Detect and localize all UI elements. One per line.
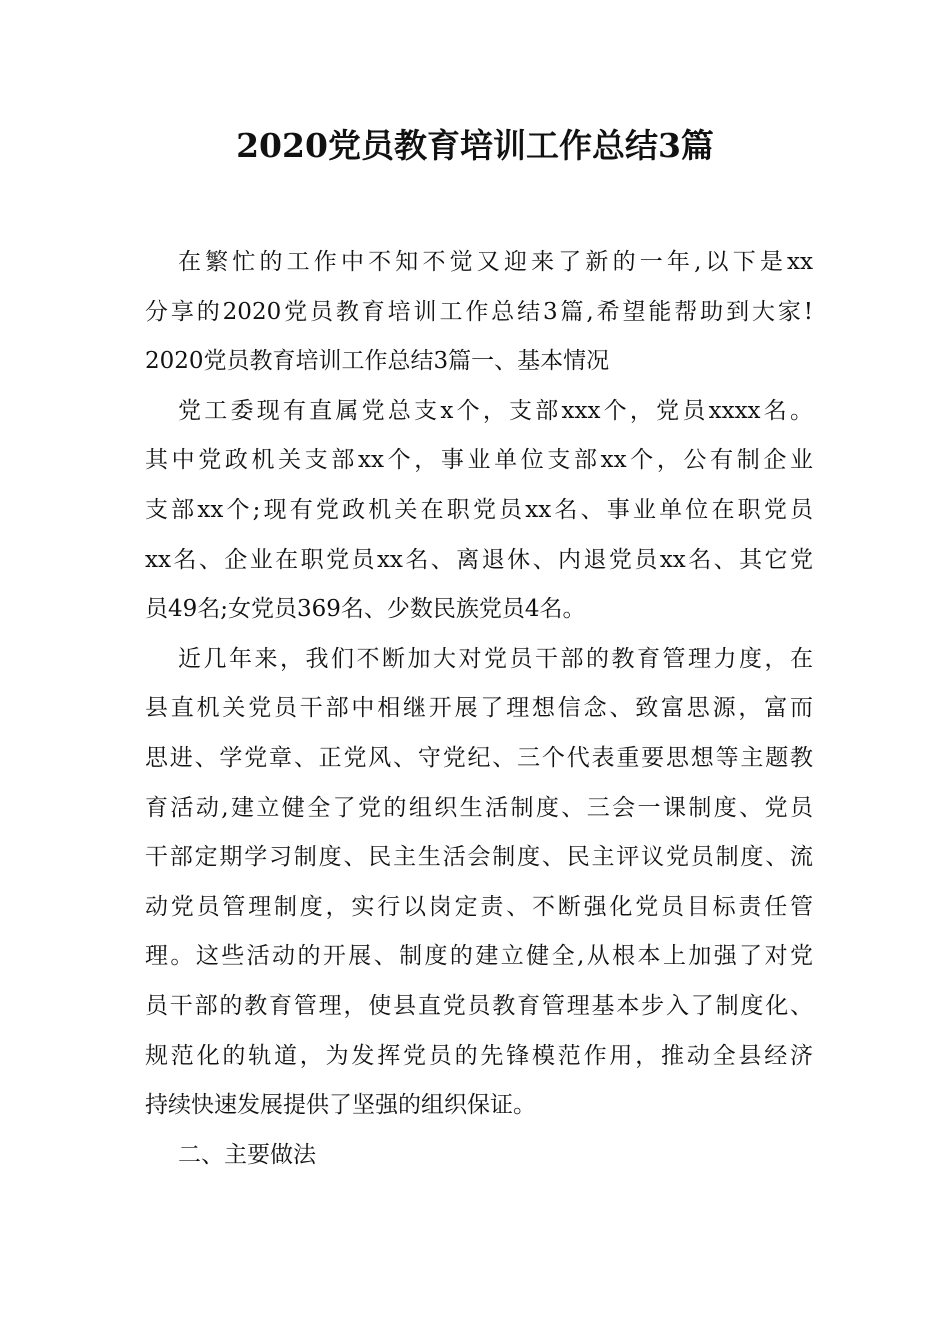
text-line: 员干部的教育管理，使县直党员教育管理基本步入了制度化、	[145, 992, 813, 1019]
text-line: 员49名;女党员369名、少数民族党员4名。	[145, 596, 586, 623]
text-line: 动党员管理制度，实行以岗定责、不断强化党员目标责任管	[145, 893, 813, 920]
document-body	[145, 238, 813, 1180]
text-line: 其中党政机关支部xx个，事业单位支部xx个，公有制企业	[145, 447, 813, 474]
text-line: 理。这些活动的开展、制度的建立健全,从根本上加强了对党	[145, 943, 813, 970]
text-line: 思进、学党章、正党风、守党纪、三个代表重要思想等主题教	[145, 744, 813, 771]
text-line: 党工委现有直属党总支x个，支部xxx个，党员xxxx名。	[178, 397, 813, 424]
text-line: 育活动,建立健全了党的组织生活制度、三会一课制度、党员	[145, 794, 813, 821]
text-line: xx名、企业在职党员xx名、离退休、内退党员xx名、其它党	[145, 546, 813, 573]
text-line: 干部定期学习制度、民主生活会制度、民主评议党员制度、流	[145, 844, 813, 871]
text-line: 在繁忙的工作中不知不觉又迎来了新的一年,以下是xx	[178, 249, 813, 275]
text-line: 近几年来，我们不断加大对党员干部的教育管理力度，在	[178, 645, 813, 672]
text-line: 县直机关党员干部中相继开展了理想信念、致富思源，富而	[145, 695, 813, 722]
document-title: 2020党员教育培训工作总结3篇	[236, 126, 714, 165]
text-line: 二、主要做法	[178, 1141, 316, 1168]
text-line: 规范化的轨道，为发挥党员的先锋模范作用，推动全县经济	[145, 1042, 813, 1069]
text-line: 持续快速发展提供了坚强的组织保证。	[145, 1092, 536, 1119]
text-line: 分享的2020党员教育培训工作总结3篇,希望能帮助到大家!	[145, 298, 813, 325]
text-line: 支部xx个;现有党政机关在职党员xx名、事业单位在职党员	[145, 496, 813, 523]
text-line: 2020党员教育培训工作总结3篇一、基本情况	[145, 348, 610, 375]
